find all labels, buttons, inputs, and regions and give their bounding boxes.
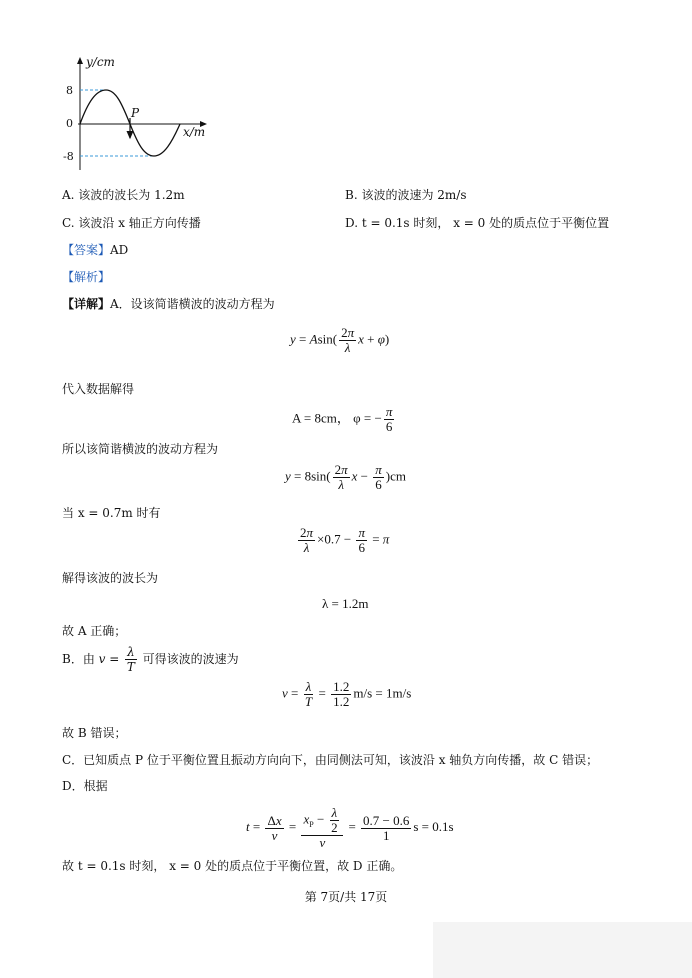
point-p-label: P bbox=[131, 106, 140, 120]
detail-a-intro: A．设该简谐横波的波动方程为 bbox=[110, 297, 275, 311]
tick-0: 0 bbox=[66, 117, 73, 130]
lambda-result: λ = 1.2m bbox=[322, 596, 369, 611]
bottom-shade bbox=[433, 922, 692, 978]
b-intro-1: B．由 bbox=[62, 652, 95, 666]
params-text: A = 8cm， φ = − bbox=[292, 410, 382, 426]
detail-tag: 【详解】 bbox=[62, 297, 111, 311]
equation-speed: v = $\frac{\lambda}{T}$ = $\frac{1.2}{1.2}$ m/s = 1m/s bbox=[282, 679, 412, 709]
answer-tag: 【答案】 bbox=[62, 243, 111, 257]
b-intro-line: B．由 v = $\frac{\lambda}{T}$ 可得该波的波速为 bbox=[62, 645, 239, 674]
when-x-text: 当 x = 0.7m 时有 bbox=[62, 506, 161, 520]
equation-wave-general: y = Asin( $\frac{2\pi}{\lambda}$ x + φ) bbox=[290, 325, 390, 355]
substitute-text: 代入数据解得 bbox=[62, 382, 135, 396]
tick-neg8: -8 bbox=[63, 150, 74, 163]
tick-8: 8 bbox=[66, 84, 73, 97]
answer-value: AD bbox=[110, 243, 129, 257]
option-b: B. 该波的波速为 2m/s bbox=[345, 188, 467, 202]
equation-params: A = 8cm， φ = − $\frac{\pi}{6}$ bbox=[292, 404, 393, 434]
page-footer: 第 7页/共 17页 bbox=[304, 890, 388, 904]
d-conclusion-text: 故 t = 0.1s 时刻， x = 0 处的质点位于平衡位置，故 D 正确。 bbox=[62, 859, 403, 873]
d-intro-text: D．根据 bbox=[62, 779, 108, 793]
analysis-tag: 【解析】 bbox=[62, 270, 111, 284]
x-axis-label: x/m bbox=[183, 125, 206, 139]
y-axis-label: y/cm bbox=[86, 55, 115, 69]
answer-line bbox=[62, 241, 128, 258]
option-d: D. t = 0.1s 时刻， x = 0 处的质点位于平衡位置 bbox=[345, 216, 610, 230]
b-wrong-text: 故 B 错误； bbox=[62, 726, 127, 740]
equation-solve: $\frac{2\pi}{\lambda}$ ×0.7 − $\frac{\pi}{6}$ = π bbox=[300, 525, 390, 555]
b-intro-2: 可得该波的波速为 bbox=[142, 652, 239, 666]
equation-time: t = $\frac{\Delta x}{v}$ = $x_P$ − $\frac{\lambda}{2}$ v = $\frac{0.7 - 0.6}{1}$ s = 0.1s bbox=[246, 805, 454, 850]
option-a: A. 该波的波长为 1.2m bbox=[62, 188, 185, 202]
c-text: C．已知质点 P 位于平衡位置且振动方向向下，由同侧法可知，该波沿 x 轴负方向传播，故 C 错误； bbox=[62, 753, 599, 767]
detail-intro bbox=[62, 295, 275, 312]
equation-wave-specific: y = 8sin( $\frac{2\pi}{\lambda}$ x − $\frac{\pi}{6}$ )cm bbox=[285, 462, 406, 492]
a-correct-text: 故 A 正确； bbox=[62, 624, 127, 638]
solve-wavelength-text: 解得该波的波长为 bbox=[62, 571, 159, 585]
option-c: C. 该波沿 x 轴正方向传播 bbox=[62, 216, 201, 230]
so-equation-text: 所以该简谐横波的波动方程为 bbox=[62, 442, 219, 456]
